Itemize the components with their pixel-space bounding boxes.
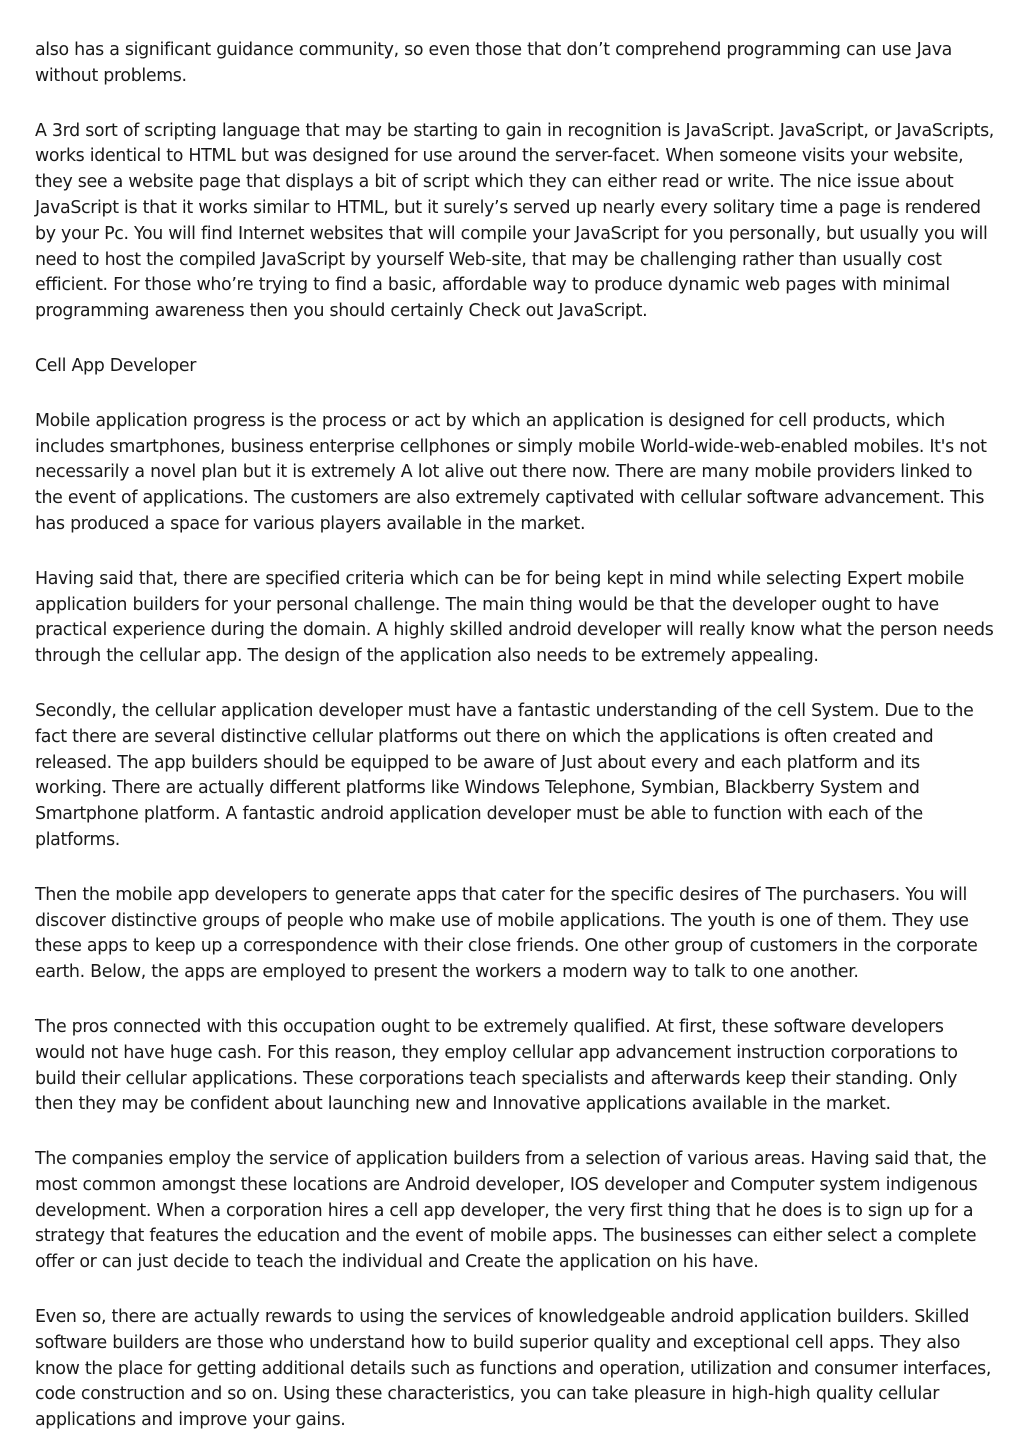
paragraph: Even so, there are actually rewards to using the services of knowledgeable android application builders. Skilled software builders are those who understand how to build superior quality and exceptional cell apps. They also know the place for getting additional details such as functions and operation, utilization and consumer interfaces, code construction and so on. Using these characteristics, you can take pleasure in high-high quality cellular applications and improve your gains. xyxy=(35,1307,992,1431)
paragraph: A 3rd sort of scripting language that may be starting to gain in recognition is JavaScript. JavaScript, or JavaScripts, works identical to HTML but was designed for use around the server-facet. When someone visits your website, they see a website page that displays a bit of script which they can either read or write. The nice issue about JavaScript is that it works similar to HTML, but it surely’s served up nearly every solitary time a page is rendered by your Pc. You will find Internet websites that will compile your JavaScript for you personally, but usually you will need to host the compiled JavaScript by yourself Web-site, that may be challenging rather than usually cost efficient. For those who’re trying to find a basic, affordable way to produce dynamic web pages with minimal programming awareness then you should certainly Check out JavaScript. xyxy=(35,120,994,322)
paragraph: Then the mobile app developers to generate apps that cater for the specific desires of The purchasers. You will discover distinctive groups of people who make use of mobile applications. The youth is one of them. They use these apps to keep up a correspondence with their close friends. One other group of customers in the corporate earth. Below, the apps are employed to present the workers a modern way to talk to one another. xyxy=(35,884,978,983)
paragraph: Secondly, the cellular application developer must have a fantastic understanding of the cell System. Due to the fact there are several distinctive cellular platforms out there on which the applications is often created and released. The app builders should be equipped to be aware of Just about every and each platform and its working. There are actually different platforms like Windows Telephone, Symbian, Blackberry System and Smartphone platform. A fantastic android application developer must be able to function with each of the platforms. xyxy=(35,700,974,850)
paragraph: Mobile application progress is the process or act by which an application is designed for cell products, which includes smartphones, business enterprise cellphones or simply mobile World-wide-web-enabled mobiles. It's not necessarily a novel plan but it is extremely A lot alive out there now. There are many mobile providers linked to the event of applications. The customers are also extremely captivated with cellular software advancement. This has produced a space for various players available in the market. xyxy=(35,410,987,534)
paragraph: Having said that, there are specified criteria which can be for being kept in mind while selecting Expert mobile application builders for your personal challenge. The main thing would be that the developer ought to have practical experience during the domain. A highly skilled android developer will really know what the person needs through the cellular app. The design of the application also needs to be extremely appealing. xyxy=(35,568,994,667)
paragraph: also has a significant guidance community, so even those that don’t comprehend programming can use Java without problems. xyxy=(35,40,952,86)
paragraph: The pros connected with this occupation ought to be extremely qualified. At first, these software developers would not have huge cash. For this reason, they employ cellular app advancement instruction corporations to build their cellular applications. These corporations teach specialists and afterwards keep their standing. Only then they may be confident about launching new and Innovative applications available in the market. xyxy=(35,1016,958,1115)
section-heading: Cell App Developer xyxy=(35,355,197,376)
paragraph: The companies employ the service of application builders from a selection of various areas. Having said that, the most common amongst these locations are Android developer, IOS developer and Computer system indigenous development. When a corporation hires a cell app developer, the very first thing that he does is to sign up for a strategy that features the education and the event of mobile apps. The businesses can either select a complete offer or can just decide to teach the individual and Create the application on his have. xyxy=(35,1149,987,1273)
